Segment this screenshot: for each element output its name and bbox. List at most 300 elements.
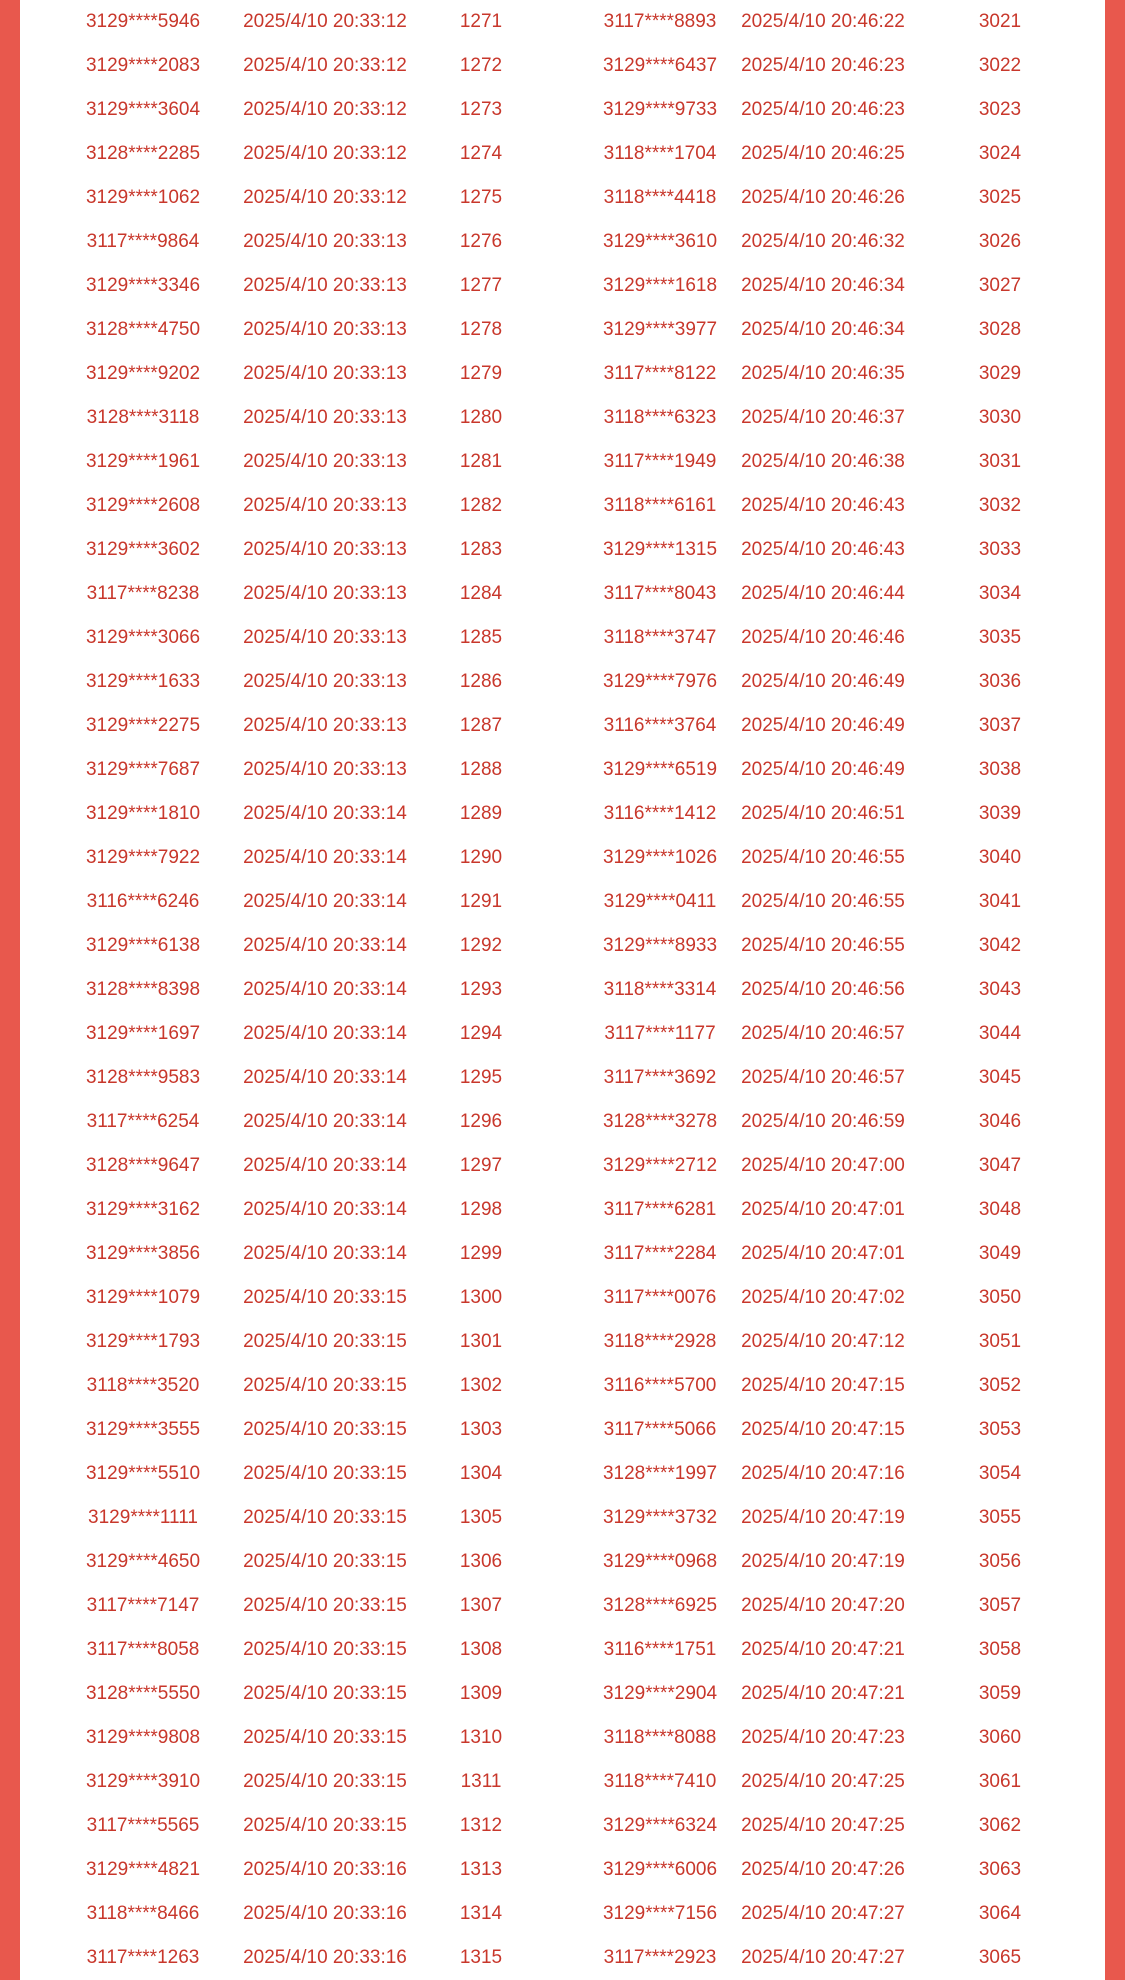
table-row — [20, 1716, 1105, 1760]
rank-left: 1303 — [459, 1419, 503, 1440]
timestamp-left: 2025/4/10 20:33:15 — [243, 1595, 407, 1616]
user-id-right: 3118****3314 — [603, 979, 717, 1000]
user-id-right: 3117****8122 — [603, 363, 717, 384]
rank-left: 1280 — [459, 407, 503, 428]
user-id-left: 3129****7922 — [85, 847, 201, 868]
rank-left: 1288 — [459, 759, 503, 780]
rank-left: 1290 — [459, 847, 503, 868]
rank-left: 1287 — [459, 715, 503, 736]
rank-left: 1309 — [459, 1683, 503, 1704]
timestamp-left: 2025/4/10 20:33:15 — [243, 1551, 407, 1572]
user-id-left: 3118****3520 — [86, 1375, 200, 1396]
rank-right: 3043 — [978, 979, 1022, 1000]
user-id-left: 3129****1062 — [85, 187, 201, 208]
timestamp-left: 2025/4/10 20:33:12 — [243, 187, 407, 208]
rank-left: 1291 — [459, 891, 503, 912]
user-id-left: 3117****5565 — [86, 1815, 200, 1836]
rank-right: 3026 — [978, 231, 1022, 252]
table-row — [20, 1584, 1105, 1628]
user-id-right: 3116****3764 — [603, 715, 717, 736]
rank-left: 1305 — [459, 1507, 503, 1528]
table-row — [20, 660, 1105, 704]
timestamp-left: 2025/4/10 20:33:15 — [243, 1419, 407, 1440]
user-id-right: 3117****2284 — [603, 1243, 717, 1264]
rank-right: 3032 — [978, 495, 1022, 516]
table-row — [20, 484, 1105, 528]
rank-right: 3022 — [978, 55, 1022, 76]
table-row — [20, 880, 1105, 924]
timestamp-right: 2025/4/10 20:47:19 — [741, 1507, 905, 1528]
rank-right: 3039 — [978, 803, 1022, 824]
timestamp-right: 2025/4/10 20:47:00 — [741, 1155, 905, 1176]
user-id-left: 3128****9647 — [85, 1155, 201, 1176]
timestamp-left: 2025/4/10 20:33:15 — [243, 1507, 407, 1528]
timestamp-right: 2025/4/10 20:46:34 — [741, 275, 905, 296]
rank-right: 3063 — [978, 1859, 1022, 1880]
timestamp-left: 2025/4/10 20:33:13 — [243, 583, 407, 604]
timestamp-left: 2025/4/10 20:33:16 — [243, 1903, 407, 1924]
timestamp-left: 2025/4/10 20:33:13 — [243, 539, 407, 560]
rank-right: 3053 — [978, 1419, 1022, 1440]
timestamp-right: 2025/4/10 20:47:01 — [741, 1243, 905, 1264]
timestamp-right: 2025/4/10 20:46:34 — [741, 319, 905, 340]
user-id-left: 3129****3066 — [85, 627, 201, 648]
table-row — [20, 1364, 1105, 1408]
user-id-right: 3118****4418 — [603, 187, 717, 208]
timestamp-left: 2025/4/10 20:33:14 — [243, 979, 407, 1000]
rank-left: 1315 — [459, 1947, 503, 1968]
user-id-right: 3129****1026 — [602, 847, 718, 868]
table-row — [20, 704, 1105, 748]
table-row — [20, 1012, 1105, 1056]
table-row — [20, 1848, 1105, 1892]
user-id-left: 3129****5510 — [85, 1463, 201, 1484]
user-id-right: 3129****6437 — [602, 55, 718, 76]
rank-left: 1295 — [459, 1067, 503, 1088]
rank-left: 1279 — [459, 363, 503, 384]
timestamp-left: 2025/4/10 20:33:15 — [243, 1815, 407, 1836]
table-row — [20, 836, 1105, 880]
rank-right: 3042 — [978, 935, 1022, 956]
rank-left: 1293 — [459, 979, 503, 1000]
table-row — [20, 264, 1105, 308]
user-id-right: 3118****6323 — [603, 407, 717, 428]
rank-right: 3031 — [978, 451, 1022, 472]
user-id-left: 3117****6254 — [86, 1111, 200, 1132]
table-row — [20, 88, 1105, 132]
rank-left: 1275 — [459, 187, 503, 208]
rank-left: 1314 — [459, 1903, 503, 1924]
rank-left: 1281 — [459, 451, 503, 472]
user-id-right: 3118****7410 — [603, 1771, 717, 1792]
user-id-left: 3129****9808 — [85, 1727, 201, 1748]
timestamp-left: 2025/4/10 20:33:14 — [243, 1199, 407, 1220]
timestamp-right: 2025/4/10 20:47:27 — [741, 1903, 905, 1924]
rank-left: 1286 — [459, 671, 503, 692]
timestamp-left: 2025/4/10 20:33:15 — [243, 1287, 407, 1308]
timestamp-right: 2025/4/10 20:47:21 — [741, 1639, 905, 1660]
user-id-right: 3117****3692 — [603, 1067, 717, 1088]
user-id-left: 3129****2083 — [85, 55, 201, 76]
timestamp-right: 2025/4/10 20:47:15 — [741, 1375, 905, 1396]
user-id-left: 3129****3856 — [85, 1243, 201, 1264]
user-id-left: 3128****5550 — [85, 1683, 201, 1704]
table-row — [20, 616, 1105, 660]
table-row — [20, 792, 1105, 836]
user-id-right: 3129****6519 — [602, 759, 718, 780]
user-id-right: 3129****2712 — [602, 1155, 718, 1176]
rank-right: 3030 — [978, 407, 1022, 428]
rank-left: 1283 — [459, 539, 503, 560]
user-id-right: 3129****0968 — [602, 1551, 718, 1572]
rank-left: 1304 — [459, 1463, 503, 1484]
rank-right: 3052 — [978, 1375, 1022, 1396]
user-id-right: 3117****8043 — [603, 583, 717, 604]
table-row — [20, 176, 1105, 220]
timestamp-right: 2025/4/10 20:47:23 — [741, 1727, 905, 1748]
table-row — [20, 1540, 1105, 1584]
user-id-left: 3129****6138 — [85, 935, 201, 956]
table-row — [20, 748, 1105, 792]
user-id-right: 3128****3278 — [602, 1111, 718, 1132]
rank-left: 1307 — [459, 1595, 503, 1616]
user-id-right: 3117****6281 — [603, 1199, 717, 1220]
rank-right: 3041 — [978, 891, 1022, 912]
user-id-right: 3128****6925 — [602, 1595, 718, 1616]
rank-right: 3024 — [978, 143, 1022, 164]
timestamp-left: 2025/4/10 20:33:15 — [243, 1375, 407, 1396]
timestamp-right: 2025/4/10 20:46:22 — [741, 11, 905, 32]
rank-right: 3029 — [978, 363, 1022, 384]
user-id-right: 3118****6161 — [603, 495, 717, 516]
user-id-right: 3129****7156 — [602, 1903, 718, 1924]
timestamp-right: 2025/4/10 20:46:49 — [741, 671, 905, 692]
rank-right: 3049 — [978, 1243, 1022, 1264]
user-id-left: 3129****3346 — [85, 275, 201, 296]
timestamp-right: 2025/4/10 20:46:55 — [741, 891, 905, 912]
rank-right: 3044 — [978, 1023, 1022, 1044]
rank-left: 1273 — [459, 99, 503, 120]
user-id-right: 3129****7976 — [602, 671, 718, 692]
timestamp-right: 2025/4/10 20:46:44 — [741, 583, 905, 604]
timestamp-right: 2025/4/10 20:46:55 — [741, 847, 905, 868]
timestamp-right: 2025/4/10 20:46:57 — [741, 1067, 905, 1088]
table-row — [20, 132, 1105, 176]
table-row — [20, 1936, 1105, 1980]
user-id-left: 3129****5946 — [85, 11, 201, 32]
user-id-right: 3118****1704 — [603, 143, 717, 164]
timestamp-right: 2025/4/10 20:46:43 — [741, 539, 905, 560]
rank-right: 3046 — [978, 1111, 1022, 1132]
table-row — [20, 1408, 1105, 1452]
rank-left: 1306 — [459, 1551, 503, 1572]
user-id-right: 3117****2923 — [603, 1947, 717, 1968]
user-id-left: 3128****2285 — [85, 143, 201, 164]
user-id-left: 3129****9202 — [85, 363, 201, 384]
user-id-left: 3129****4821 — [85, 1859, 201, 1880]
timestamp-right: 2025/4/10 20:46:46 — [741, 627, 905, 648]
results-sheet — [20, 0, 1105, 1980]
rank-left: 1300 — [459, 1287, 503, 1308]
timestamp-right: 2025/4/10 20:46:23 — [741, 99, 905, 120]
rank-right: 3062 — [978, 1815, 1022, 1836]
timestamp-left: 2025/4/10 20:33:13 — [243, 495, 407, 516]
rank-left: 1298 — [459, 1199, 503, 1220]
rank-left: 1311 — [460, 1771, 502, 1792]
rank-right: 3057 — [978, 1595, 1022, 1616]
rank-left: 1277 — [459, 275, 503, 296]
user-id-right: 3118****3747 — [603, 627, 717, 648]
rank-left: 1276 — [459, 231, 503, 252]
table-row — [20, 44, 1105, 88]
rank-left: 1274 — [459, 143, 503, 164]
user-id-left: 3117****7147 — [86, 1595, 200, 1616]
table-row — [20, 1232, 1105, 1276]
user-id-left: 3129****3604 — [85, 99, 201, 120]
rank-right: 3060 — [978, 1727, 1022, 1748]
rank-right: 3059 — [978, 1683, 1022, 1704]
results-table — [20, 0, 1105, 1980]
table-row — [20, 1100, 1105, 1144]
timestamp-right: 2025/4/10 20:47:16 — [741, 1463, 905, 1484]
rank-right: 3048 — [978, 1199, 1022, 1220]
timestamp-right: 2025/4/10 20:47:27 — [741, 1947, 905, 1968]
timestamp-left: 2025/4/10 20:33:13 — [243, 627, 407, 648]
timestamp-left: 2025/4/10 20:33:14 — [243, 1111, 407, 1132]
user-id-left: 3129****3602 — [85, 539, 201, 560]
table-row — [20, 1628, 1105, 1672]
timestamp-right: 2025/4/10 20:46:38 — [741, 451, 905, 472]
table-row — [20, 1188, 1105, 1232]
table-row — [20, 1320, 1105, 1364]
rank-left: 1284 — [459, 583, 503, 604]
timestamp-left: 2025/4/10 20:33:12 — [243, 11, 407, 32]
table-row — [20, 1276, 1105, 1320]
timestamp-left: 2025/4/10 20:33:16 — [243, 1859, 407, 1880]
rank-right: 3023 — [978, 99, 1022, 120]
user-id-right: 3129****3977 — [602, 319, 718, 340]
timestamp-right: 2025/4/10 20:47:25 — [741, 1771, 905, 1792]
timestamp-right: 2025/4/10 20:46:35 — [741, 363, 905, 384]
table-row — [20, 572, 1105, 616]
user-id-right: 3117****0076 — [603, 1287, 717, 1308]
timestamp-right: 2025/4/10 20:47:26 — [741, 1859, 905, 1880]
user-id-left: 3129****1697 — [85, 1023, 201, 1044]
rank-right: 3021 — [978, 11, 1022, 32]
timestamp-left: 2025/4/10 20:33:14 — [243, 935, 407, 956]
rank-right: 3051 — [978, 1331, 1022, 1352]
user-id-left: 3128****9583 — [85, 1067, 201, 1088]
timestamp-right: 2025/4/10 20:46:25 — [741, 143, 905, 164]
rank-right: 3056 — [978, 1551, 1022, 1572]
user-id-left: 3129****1961 — [85, 451, 201, 472]
user-id-left: 3129****3910 — [85, 1771, 201, 1792]
rank-right: 3055 — [978, 1507, 1022, 1528]
user-id-right: 3118****2928 — [603, 1331, 717, 1352]
rank-left: 1296 — [459, 1111, 503, 1132]
timestamp-left: 2025/4/10 20:33:15 — [243, 1683, 407, 1704]
timestamp-left: 2025/4/10 20:33:15 — [243, 1727, 407, 1748]
rank-left: 1310 — [459, 1727, 503, 1748]
table-row — [20, 924, 1105, 968]
rank-right: 3034 — [978, 583, 1022, 604]
rank-left: 1313 — [459, 1859, 503, 1880]
rank-right: 3037 — [978, 715, 1022, 736]
timestamp-right: 2025/4/10 20:46:51 — [741, 803, 905, 824]
table-row — [20, 1760, 1105, 1804]
rank-right: 3058 — [978, 1639, 1022, 1660]
table-row — [20, 1496, 1105, 1540]
timestamp-right: 2025/4/10 20:47:01 — [741, 1199, 905, 1220]
timestamp-left: 2025/4/10 20:33:13 — [243, 671, 407, 692]
user-id-right: 3117****1949 — [603, 451, 717, 472]
rank-left: 1302 — [459, 1375, 503, 1396]
timestamp-right: 2025/4/10 20:46:23 — [741, 55, 905, 76]
timestamp-right: 2025/4/10 20:47:25 — [741, 1815, 905, 1836]
timestamp-left: 2025/4/10 20:33:13 — [243, 319, 407, 340]
rank-right: 3035 — [978, 627, 1022, 648]
timestamp-left: 2025/4/10 20:33:14 — [243, 1155, 407, 1176]
rank-left: 1289 — [459, 803, 503, 824]
user-id-right: 3129****6006 — [602, 1859, 718, 1880]
timestamp-right: 2025/4/10 20:46:55 — [741, 935, 905, 956]
user-id-right: 3129****1315 — [602, 539, 718, 560]
timestamp-left: 2025/4/10 20:33:15 — [243, 1771, 407, 1792]
rank-left: 1282 — [459, 495, 503, 516]
table-row — [20, 1892, 1105, 1936]
timestamp-left: 2025/4/10 20:33:13 — [243, 715, 407, 736]
timestamp-right: 2025/4/10 20:46:37 — [741, 407, 905, 428]
user-id-left: 3129****1079 — [85, 1287, 201, 1308]
user-id-right: 3118****8088 — [603, 1727, 717, 1748]
timestamp-left: 2025/4/10 20:33:12 — [243, 55, 407, 76]
timestamp-left: 2025/4/10 20:33:15 — [243, 1331, 407, 1352]
user-id-left: 3118****8466 — [86, 1903, 200, 1924]
user-id-right: 3129****3610 — [602, 231, 718, 252]
timestamp-left: 2025/4/10 20:33:12 — [243, 143, 407, 164]
timestamp-left: 2025/4/10 20:33:13 — [243, 363, 407, 384]
rank-right: 3038 — [978, 759, 1022, 780]
rank-left: 1285 — [459, 627, 503, 648]
table-row — [20, 0, 1105, 44]
user-id-left: 3129****2275 — [85, 715, 201, 736]
user-id-left: 3129****7687 — [85, 759, 201, 780]
timestamp-left: 2025/4/10 20:33:14 — [243, 847, 407, 868]
rank-right: 3054 — [978, 1463, 1022, 1484]
rank-left: 1294 — [459, 1023, 503, 1044]
user-id-left: 3129****3162 — [85, 1199, 201, 1220]
timestamp-left: 2025/4/10 20:33:14 — [243, 891, 407, 912]
user-id-left: 3129****4650 — [85, 1551, 201, 1572]
table-row — [20, 1672, 1105, 1716]
user-id-right: 3129****8933 — [602, 935, 718, 956]
user-id-right: 3129****6324 — [602, 1815, 718, 1836]
user-id-right: 3129****2904 — [602, 1683, 718, 1704]
user-id-left: 3128****4750 — [85, 319, 201, 340]
timestamp-left: 2025/4/10 20:33:14 — [243, 1067, 407, 1088]
timestamp-right: 2025/4/10 20:47:12 — [741, 1331, 905, 1352]
user-id-left: 3117****8238 — [86, 583, 200, 604]
user-id-right: 3128****1997 — [602, 1463, 718, 1484]
table-row — [20, 1056, 1105, 1100]
user-id-left: 3117****1263 — [86, 1947, 200, 1968]
user-id-left: 3129****1810 — [85, 803, 201, 824]
timestamp-right: 2025/4/10 20:46:49 — [741, 715, 905, 736]
timestamp-right: 2025/4/10 20:46:49 — [741, 759, 905, 780]
table-row — [20, 352, 1105, 396]
timestamp-right: 2025/4/10 20:47:20 — [741, 1595, 905, 1616]
user-id-right: 3116****5700 — [603, 1375, 717, 1396]
user-id-right: 3129****9733 — [602, 99, 718, 120]
timestamp-left: 2025/4/10 20:33:16 — [243, 1947, 407, 1968]
timestamp-left: 2025/4/10 20:33:13 — [243, 759, 407, 780]
timestamp-right: 2025/4/10 20:46:57 — [741, 1023, 905, 1044]
timestamp-left: 2025/4/10 20:33:13 — [243, 451, 407, 472]
rank-right: 3064 — [978, 1903, 1022, 1924]
rank-right: 3028 — [978, 319, 1022, 340]
rank-left: 1299 — [459, 1243, 503, 1264]
user-id-right: 3116****1751 — [603, 1639, 717, 1660]
rank-left: 1278 — [459, 319, 503, 340]
rank-right: 3040 — [978, 847, 1022, 868]
rank-left: 1297 — [459, 1155, 503, 1176]
table-row — [20, 308, 1105, 352]
user-id-left: 3129****1793 — [85, 1331, 201, 1352]
user-id-left: 3116****6246 — [86, 891, 200, 912]
table-row — [20, 1804, 1105, 1848]
table-row — [20, 440, 1105, 484]
timestamp-right: 2025/4/10 20:46:26 — [741, 187, 905, 208]
user-id-right: 3129****0411 — [603, 891, 717, 912]
timestamp-right: 2025/4/10 20:47:19 — [741, 1551, 905, 1572]
timestamp-right: 2025/4/10 20:47:21 — [741, 1683, 905, 1704]
user-id-right: 3129****3732 — [602, 1507, 718, 1528]
rank-right: 3045 — [978, 1067, 1022, 1088]
timestamp-left: 2025/4/10 20:33:13 — [243, 275, 407, 296]
user-id-right: 3117****8893 — [603, 11, 717, 32]
rank-left: 1301 — [459, 1331, 503, 1352]
timestamp-right: 2025/4/10 20:47:15 — [741, 1419, 905, 1440]
rank-right: 3027 — [978, 275, 1022, 296]
timestamp-right: 2025/4/10 20:46:59 — [741, 1111, 905, 1132]
user-id-left: 3129****1111 — [88, 1507, 198, 1528]
user-id-right: 3117****1177 — [604, 1023, 716, 1044]
table-row — [20, 220, 1105, 264]
timestamp-left: 2025/4/10 20:33:14 — [243, 1243, 407, 1264]
rank-right: 3050 — [978, 1287, 1022, 1308]
rank-right: 3065 — [978, 1947, 1022, 1968]
user-id-left: 3128****3118 — [86, 407, 200, 428]
timestamp-right: 2025/4/10 20:47:02 — [741, 1287, 905, 1308]
timestamp-right: 2025/4/10 20:46:32 — [741, 231, 905, 252]
user-id-left: 3128****8398 — [85, 979, 201, 1000]
rank-left: 1272 — [459, 55, 503, 76]
rank-left: 1308 — [459, 1639, 503, 1660]
rank-right: 3025 — [978, 187, 1022, 208]
timestamp-left: 2025/4/10 20:33:14 — [243, 1023, 407, 1044]
rank-right: 3033 — [978, 539, 1022, 560]
user-id-right: 3116****1412 — [603, 803, 717, 824]
user-id-left: 3129****3555 — [85, 1419, 201, 1440]
rank-right: 3047 — [978, 1155, 1022, 1176]
timestamp-left: 2025/4/10 20:33:15 — [243, 1463, 407, 1484]
timestamp-right: 2025/4/10 20:46:56 — [741, 979, 905, 1000]
rank-left: 1312 — [459, 1815, 503, 1836]
timestamp-left: 2025/4/10 20:33:15 — [243, 1639, 407, 1660]
timestamp-right: 2025/4/10 20:46:43 — [741, 495, 905, 516]
rank-right: 3061 — [978, 1771, 1022, 1792]
timestamp-left: 2025/4/10 20:33:13 — [243, 407, 407, 428]
